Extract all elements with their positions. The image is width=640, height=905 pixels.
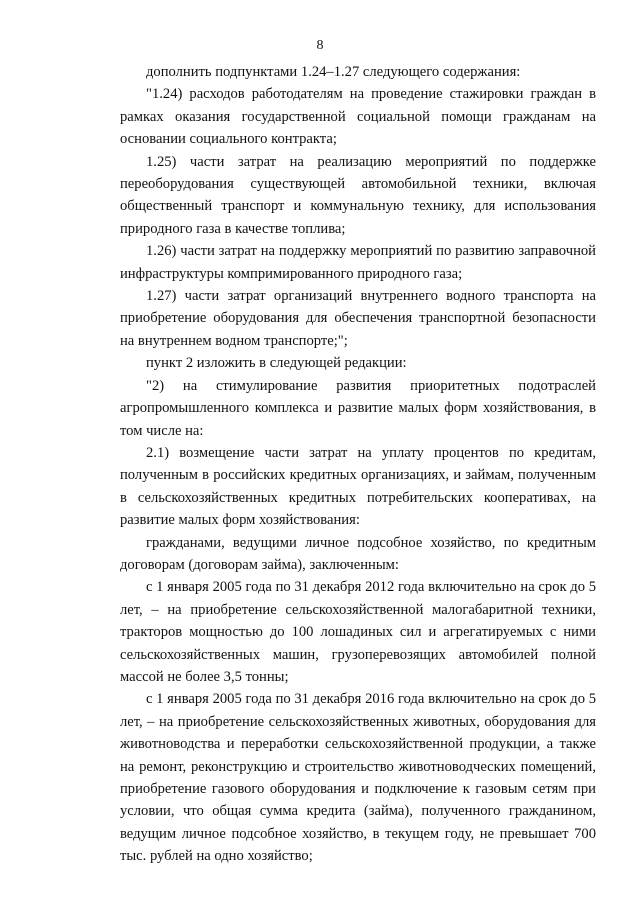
paragraph-2-1: 2.1) возмещение части затрат на уплату процентов по кредитам, полученным в российских кредитных организациях, и займам, полученным в сельскохозяйственных кредитных потребительских кооперативах, на развитие малых форм хозяйствования: bbox=[120, 444, 596, 529]
paragraph-2005-2012: с 1 января 2005 года по 31 декабря 2012 года включительно на срок до 5 лет, – на приобретение сельскохозяйственной малогабаритной техники, тракторов мощностью до 100 лошадиных сил и агрегатируемых с ними сельскохозяйственных машин, грузоперевозящих автомобилей полной массой не более 3,5 тонны; bbox=[120, 579, 596, 685]
document-body bbox=[120, 61, 596, 868]
paragraph-point-2: "2) на стимулирование развития приоритетных подотраслей агропромышленного комплекса и развитие малых форм хозяйствования, в том числе на: bbox=[120, 377, 596, 439]
paragraph-1-27: 1.27) части затрат организаций внутреннего водного транспорта на приобретение оборудования для обеспечения транспортной безопасности на внутреннем водном транспорте;"; bbox=[120, 288, 596, 349]
paragraph-2005-2016: с 1 января 2005 года по 31 декабря 2016 года включительно на срок до 5 лет, – на приобретение сельскохозяйственных животных, оборудования для животноводства и переработки сельскохозяйственной продукции, а также на ремонт, реконструкцию и строительство животноводческих помещений, приобретение газового оборудования и подключение к газовым сетям при условии, что общая сумма кредита (займа), полученного гражданином, ведущим личное подсобное хозяйство, в текущем году, не превышает 700 тыс. рублей на одно хозяйство; bbox=[120, 691, 596, 865]
page-number: 8 bbox=[316, 38, 324, 53]
paragraph-1-25: 1.25) части затрат на реализацию мероприятий по поддержке переоборудования существующей автомобильной техники, включая общественный транспорт и коммунальную технику, для использования природного газа в качестве топлива; bbox=[120, 153, 596, 237]
paragraph-1-26: 1.26) части затрат на поддержку мероприятий по развитию заправочной инфраструктуры компримированного природного газа; bbox=[120, 243, 596, 282]
paragraph-intro: дополнить подпунктами 1.24–1.27 следующего содержания: bbox=[146, 64, 521, 80]
paragraph-citizens: гражданами, ведущими личное подсобное хозяйство, по кредитным договорам (договорам займа), заключенным: bbox=[120, 534, 596, 573]
paragraph-point-2-intro: пункт 2 изложить в следующей редакции: bbox=[146, 355, 407, 372]
paragraph-1-24: "1.24) расходов работодателям на проведение стажировки граждан в рамках оказания государственной социальной помощи гражданам на основании социального контракта; bbox=[120, 86, 596, 148]
